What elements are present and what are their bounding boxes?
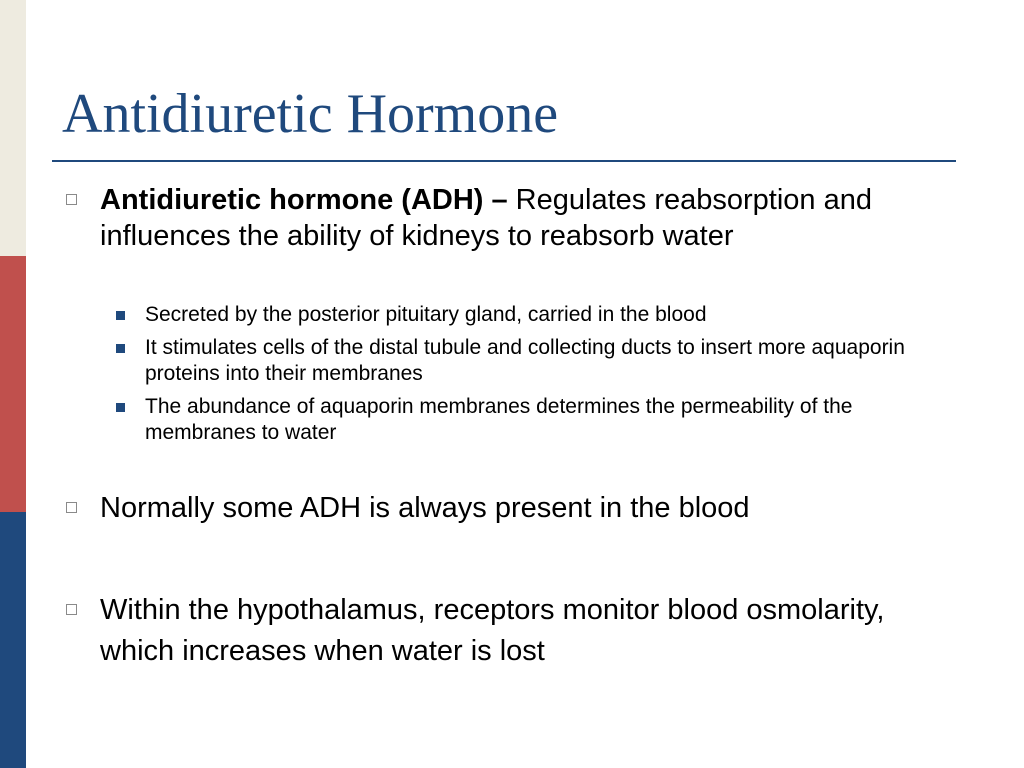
bullet-text xyxy=(100,182,966,254)
filled-square-bullet-icon xyxy=(116,403,125,412)
sub-bullet-item xyxy=(114,394,964,446)
sub-bullet-list xyxy=(114,302,964,453)
bullet-bold-term: Antidiuretic hormone (ADH) – xyxy=(100,184,508,216)
title-divider xyxy=(52,160,956,162)
filled-square-bullet-icon xyxy=(116,344,125,353)
sub-bullet-item xyxy=(114,335,964,387)
hollow-square-bullet-icon xyxy=(66,502,77,513)
side-band-middle xyxy=(0,256,26,512)
bullet-adh-definition xyxy=(66,182,966,254)
bullet-text: Normally some ADH is always present in the blood xyxy=(100,492,750,524)
sub-bullet-text: Secreted by the posterior pituitary gland, carried in the blood xyxy=(145,303,707,326)
bullet-hypothalamus xyxy=(66,590,966,672)
side-band-top xyxy=(0,0,26,256)
sub-bullet-text: The abundance of aquaporin membranes determines the permeability of the membranes to water xyxy=(145,395,853,444)
side-band-bottom xyxy=(0,512,26,768)
sub-bullet-item xyxy=(114,302,964,328)
sub-bullet-text: It stimulates cells of the distal tubule and collecting ducts to insert more aquaporin proteins into their membranes xyxy=(145,336,905,385)
bullet-body: Regulates reabsorption and influences the ability of kidneys to reabsorb water xyxy=(100,184,872,252)
hollow-square-bullet-icon xyxy=(66,604,77,615)
slide-title: Antidiuretic Hormone xyxy=(62,83,559,145)
filled-square-bullet-icon xyxy=(116,311,125,320)
bullet-adh-presence xyxy=(66,490,966,526)
bullet-text: Within the hypothalamus, receptors monitor blood osmolarity, which increases when water is lost xyxy=(100,594,885,667)
hollow-square-bullet-icon xyxy=(66,194,77,205)
